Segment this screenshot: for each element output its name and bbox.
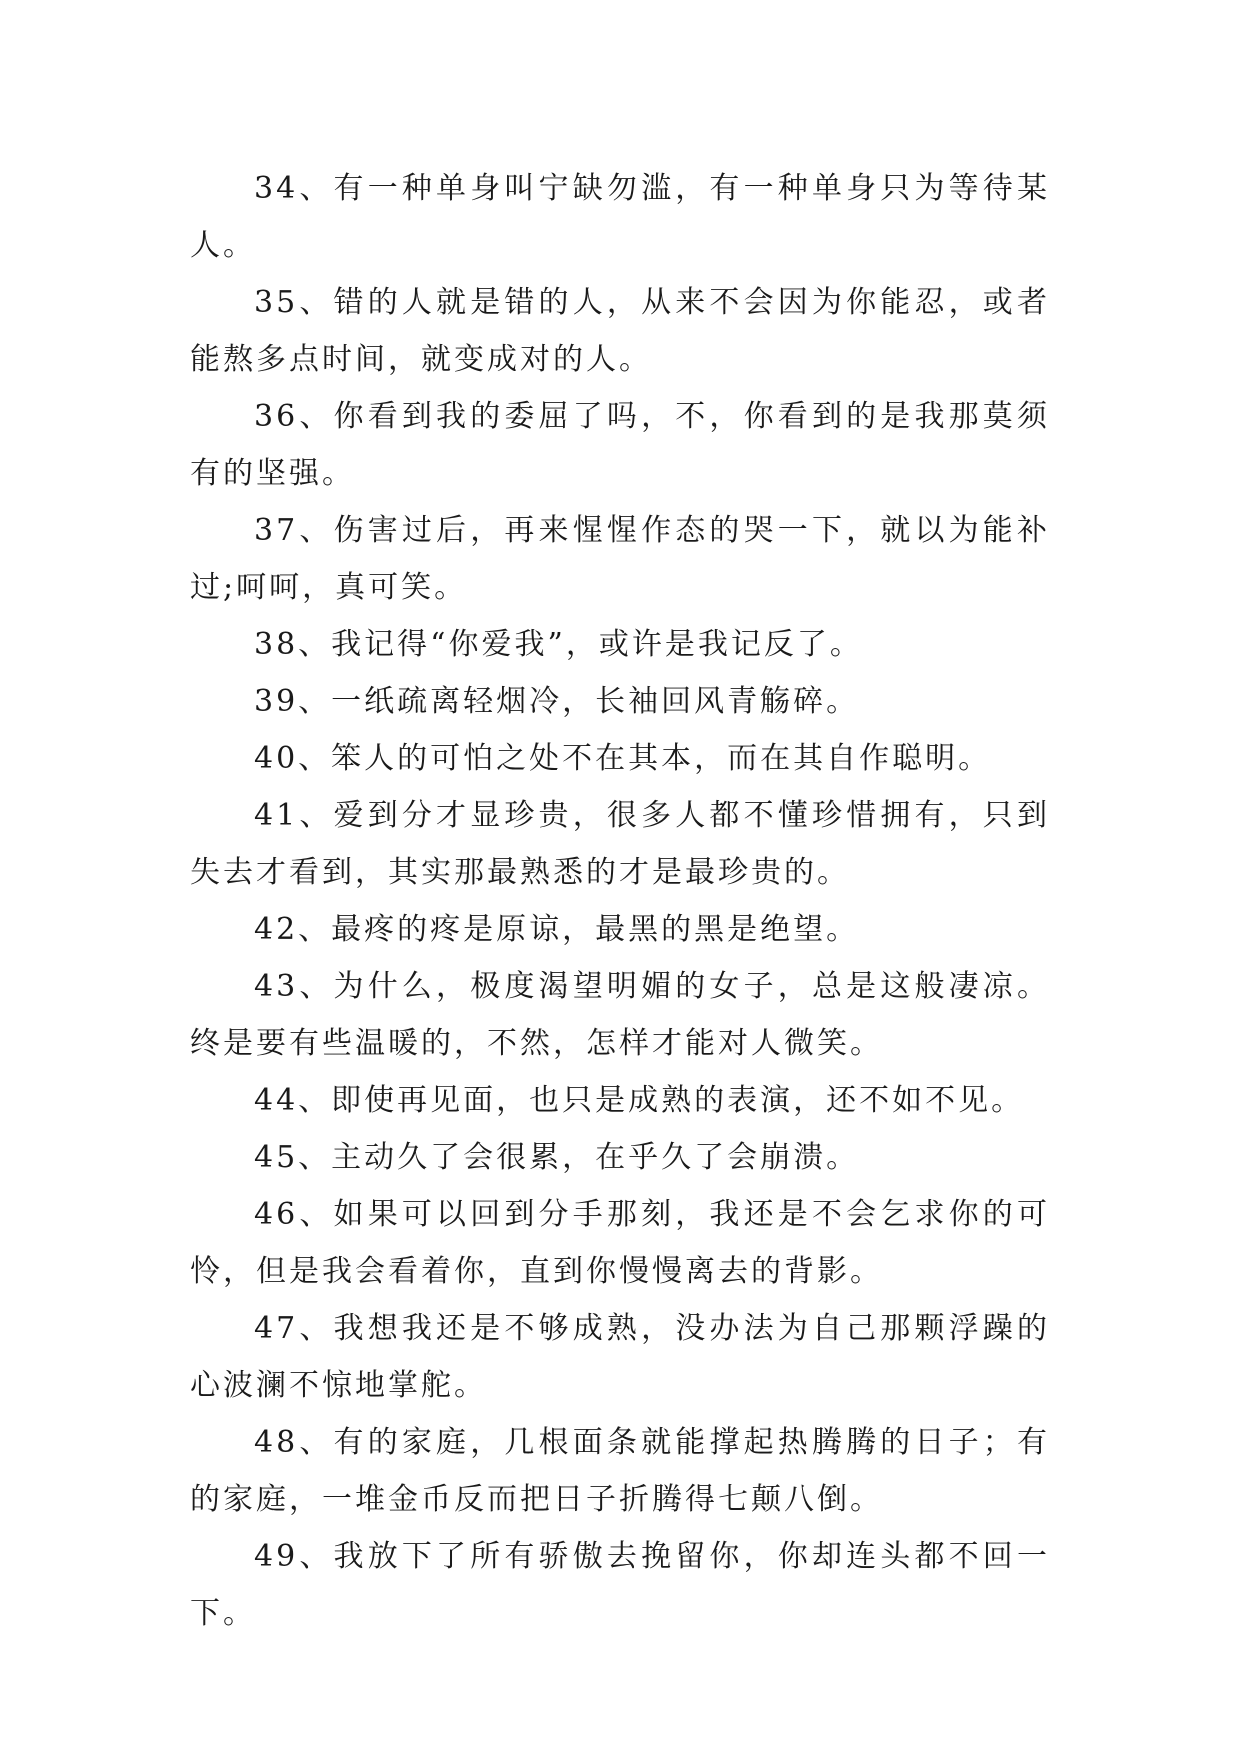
paragraph-41: 41、爱到分才显珍贵，很多人都不懂珍惜拥有，只到失去才看到，其实那最熟悉的才是最珍贵的。	[190, 798, 1050, 890]
paragraph-45: 45、主动久了会很累，在乎久了会崩溃。	[254, 1140, 860, 1175]
paragraph-38: 38、我记得“你爱我”，或许是我记反了。	[254, 627, 863, 662]
paragraph-39: 39、一纸疏离轻烟冷，长袖回风青觞碎。	[254, 684, 860, 719]
paragraph-43: 43、为什么，极度渴望明媚的女子，总是这般凄凉。终是要有些温暖的，不然，怎样才能对人微笑。	[190, 969, 1050, 1061]
paragraph-34: 34、有一种单身叫宁缺勿滥，有一种单身只为等待某人。	[190, 171, 1050, 263]
paragraph-49: 49、我放下了所有骄傲去挽留你，你却连头都不回一下。	[190, 1539, 1050, 1631]
paragraph-42: 42、最疼的疼是原谅，最黑的黑是绝望。	[254, 912, 860, 947]
paragraph-47: 47、我想我还是不够成熟，没办法为自己那颗浮躁的心波澜不惊地掌舵。	[190, 1311, 1050, 1403]
paragraph-35: 35、错的人就是错的人，从来不会因为你能忍，或者能熬多点时间，就变成对的人。	[190, 285, 1050, 377]
paragraph-40: 40、笨人的可怕之处不在其本，而在其自作聪明。	[254, 741, 992, 776]
paragraph-46: 46、如果可以回到分手那刻，我还是不会乞求你的可怜，但是我会看着你，直到你慢慢离去的背影。	[190, 1197, 1050, 1289]
paragraph-44: 44、即使再见面，也只是成熟的表演，还不如不见。	[254, 1083, 1025, 1118]
paragraph-37: 37、伤害过后，再来惺惺作态的哭一下，就以为能补过;呵呵，真可笑。	[190, 513, 1050, 605]
paragraph-36: 36、你看到我的委屈了吗，不，你看到的是我那莫须有的坚强。	[190, 399, 1050, 491]
document-body	[190, 160, 1050, 1642]
paragraph-48: 48、有的家庭，几根面条就能撑起热腾腾的日子；有的家庭，一堆金币反而把日子折腾得七颠八倒。	[190, 1425, 1050, 1517]
